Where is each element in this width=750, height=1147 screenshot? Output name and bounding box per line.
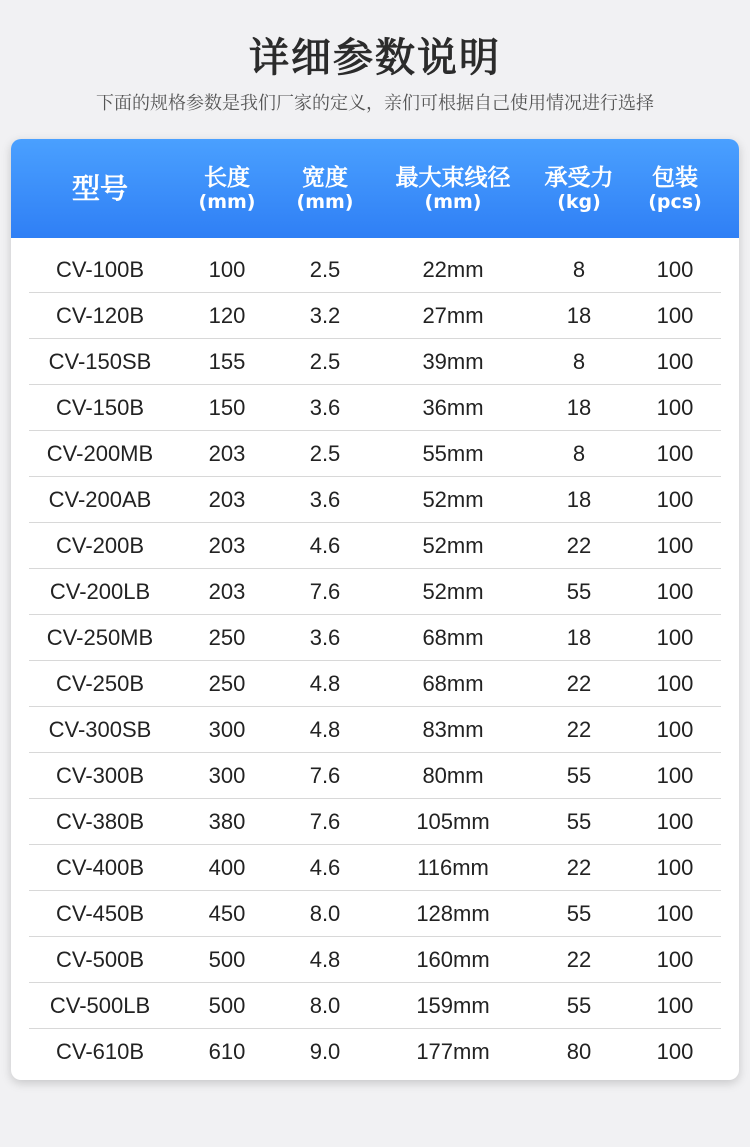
cell-tensile-strength: 55 xyxy=(566,901,592,926)
cell-model: CV-380B xyxy=(55,809,145,834)
cell-package: 100 xyxy=(656,349,694,374)
table-row xyxy=(11,569,739,615)
cell-package: 100 xyxy=(656,1039,694,1064)
cell-width: 4.6 xyxy=(309,855,341,880)
cell-package: 100 xyxy=(656,441,694,466)
table-row xyxy=(11,799,739,845)
table-row xyxy=(11,247,739,293)
cell-tensile-strength: 80 xyxy=(566,1039,592,1064)
cell-max-bundle-diameter: 160mm xyxy=(416,947,490,972)
cell-length: 203 xyxy=(208,441,246,466)
cell-model: CV-500LB xyxy=(49,993,151,1018)
header-max-bundle-diameter-unit: (mm) xyxy=(424,190,482,213)
cell-length: 120 xyxy=(208,303,246,328)
table-row xyxy=(11,753,739,799)
cell-package: 100 xyxy=(656,257,694,282)
cell-model: CV-250B xyxy=(55,671,145,696)
table-row xyxy=(11,845,739,891)
table-row xyxy=(11,661,739,707)
cell-max-bundle-diameter: 80mm xyxy=(422,763,484,788)
cell-tensile-strength: 22 xyxy=(566,671,592,696)
cell-tensile-strength: 8 xyxy=(572,441,586,466)
cell-tensile-strength: 22 xyxy=(566,855,592,880)
cell-max-bundle-diameter: 27mm xyxy=(422,303,484,328)
cell-package: 100 xyxy=(656,901,694,926)
cell-model: CV-400B xyxy=(55,855,145,880)
cell-tensile-strength: 55 xyxy=(566,993,592,1018)
table-row xyxy=(11,339,739,385)
table-row xyxy=(11,477,739,523)
cell-width: 9.0 xyxy=(309,1039,341,1064)
table-row xyxy=(11,615,739,661)
cell-length: 450 xyxy=(208,901,246,926)
cell-model: CV-200MB xyxy=(46,441,154,466)
table-row xyxy=(11,1029,739,1075)
cell-max-bundle-diameter: 128mm xyxy=(416,901,490,926)
cell-tensile-strength: 55 xyxy=(566,809,592,834)
header-length-unit: (mm) xyxy=(198,190,256,213)
cell-model: CV-450B xyxy=(55,901,145,926)
cell-width: 3.6 xyxy=(309,395,341,420)
cell-width: 2.5 xyxy=(309,257,341,282)
table-row xyxy=(11,523,739,569)
cell-model: CV-150B xyxy=(55,395,145,420)
cell-tensile-strength: 18 xyxy=(566,395,592,420)
cell-package: 100 xyxy=(656,579,694,604)
cell-width: 3.6 xyxy=(309,487,341,512)
cell-package: 100 xyxy=(656,671,694,696)
cell-package: 100 xyxy=(656,533,694,558)
cell-package: 100 xyxy=(656,855,694,880)
table-row xyxy=(11,891,739,937)
cell-length: 300 xyxy=(208,763,246,788)
cell-tensile-strength: 8 xyxy=(572,349,586,374)
cell-length: 610 xyxy=(208,1039,246,1064)
cell-model: CV-200AB xyxy=(48,487,152,512)
spec-table-card xyxy=(11,139,739,1080)
cell-length: 400 xyxy=(208,855,246,880)
cell-length: 500 xyxy=(208,993,246,1018)
cell-length: 500 xyxy=(208,947,246,972)
cell-model: CV-300B xyxy=(55,763,145,788)
cell-max-bundle-diameter: 22mm xyxy=(422,257,484,282)
cell-max-bundle-diameter: 68mm xyxy=(422,671,484,696)
cell-package: 100 xyxy=(656,717,694,742)
cell-package: 100 xyxy=(656,809,694,834)
cell-package: 100 xyxy=(656,625,694,650)
cell-model: CV-200LB xyxy=(49,579,151,604)
cell-width: 3.6 xyxy=(309,625,341,650)
cell-model: CV-200B xyxy=(55,533,145,558)
table-row xyxy=(11,431,739,477)
cell-tensile-strength: 18 xyxy=(566,487,592,512)
cell-width: 8.0 xyxy=(309,901,341,926)
cell-model: CV-150SB xyxy=(48,349,152,374)
cell-tensile-strength: 22 xyxy=(566,717,592,742)
cell-width: 8.0 xyxy=(309,993,341,1018)
header-width-unit: (mm) xyxy=(296,190,354,213)
cell-width: 4.6 xyxy=(309,533,341,558)
cell-tensile-strength: 55 xyxy=(566,579,592,604)
cell-width: 7.6 xyxy=(309,763,341,788)
cell-model: CV-120B xyxy=(55,303,145,328)
cell-package: 100 xyxy=(656,763,694,788)
cell-model: CV-610B xyxy=(55,1039,145,1064)
cell-max-bundle-diameter: 52mm xyxy=(422,533,484,558)
cell-length: 203 xyxy=(208,579,246,604)
cell-max-bundle-diameter: 105mm xyxy=(416,809,490,834)
cell-max-bundle-diameter: 55mm xyxy=(422,441,484,466)
cell-max-bundle-diameter: 83mm xyxy=(422,717,484,742)
cell-package: 100 xyxy=(656,395,694,420)
cell-tensile-strength: 55 xyxy=(566,763,592,788)
header-max-bundle-diameter xyxy=(375,139,531,238)
table-row xyxy=(11,937,739,983)
table-body xyxy=(11,247,739,1075)
header-package-unit: (pcs) xyxy=(648,190,702,213)
cell-max-bundle-diameter: 39mm xyxy=(422,349,484,374)
cell-tensile-strength: 18 xyxy=(566,625,592,650)
cell-tensile-strength: 8 xyxy=(572,257,586,282)
header-model-label: 型号 xyxy=(71,171,128,205)
table-row xyxy=(11,385,739,431)
cell-length: 150 xyxy=(208,395,246,420)
cell-width: 7.6 xyxy=(309,579,341,604)
cell-max-bundle-diameter: 36mm xyxy=(422,395,484,420)
header-model xyxy=(11,139,189,238)
header-width xyxy=(275,139,375,238)
header-length-label: 长度 xyxy=(204,164,250,191)
cell-model: CV-300SB xyxy=(48,717,152,742)
cell-max-bundle-diameter: 177mm xyxy=(416,1039,490,1064)
cell-width: 4.8 xyxy=(309,671,341,696)
cell-model: CV-500B xyxy=(55,947,145,972)
cell-length: 250 xyxy=(208,625,246,650)
cell-length: 155 xyxy=(208,349,246,374)
cell-length: 250 xyxy=(208,671,246,696)
cell-tensile-strength: 22 xyxy=(566,947,592,972)
table-row xyxy=(11,983,739,1029)
cell-width: 2.5 xyxy=(309,441,341,466)
cell-length: 203 xyxy=(208,533,246,558)
cell-model: CV-250MB xyxy=(46,625,154,650)
cell-tensile-strength: 22 xyxy=(566,533,592,558)
cell-length: 100 xyxy=(208,257,246,282)
table-header xyxy=(11,139,739,238)
cell-model: CV-100B xyxy=(55,257,145,282)
cell-max-bundle-diameter: 68mm xyxy=(422,625,484,650)
table-row xyxy=(11,707,739,753)
header-length xyxy=(179,139,275,238)
cell-package: 100 xyxy=(656,993,694,1018)
header-width-label: 宽度 xyxy=(302,164,348,191)
cell-width: 3.2 xyxy=(309,303,341,328)
page-title: 详细参数说明 xyxy=(249,35,501,81)
cell-width: 2.5 xyxy=(309,349,341,374)
cell-max-bundle-diameter: 52mm xyxy=(422,579,484,604)
cell-width: 4.8 xyxy=(309,947,341,972)
header-max-bundle-diameter-label: 最大束线径 xyxy=(395,164,511,191)
cell-tensile-strength: 18 xyxy=(566,303,592,328)
cell-max-bundle-diameter: 52mm xyxy=(422,487,484,512)
header-package xyxy=(627,139,723,238)
cell-length: 300 xyxy=(208,717,246,742)
header-tensile-strength-unit: (kg) xyxy=(557,190,601,213)
cell-max-bundle-diameter: 159mm xyxy=(416,993,490,1018)
cell-package: 100 xyxy=(656,487,694,512)
cell-length: 203 xyxy=(208,487,246,512)
cell-package: 100 xyxy=(656,303,694,328)
page-subtitle: 下面的规格参数是我们厂家的定义，亲们可根据自己使用情况进行选择 xyxy=(96,93,654,114)
header-package-label: 包装 xyxy=(652,164,698,191)
cell-width: 4.8 xyxy=(309,717,341,742)
header-tensile-strength xyxy=(531,139,627,238)
table-row xyxy=(11,293,739,339)
cell-max-bundle-diameter: 116mm xyxy=(417,855,489,880)
cell-width: 7.6 xyxy=(309,809,341,834)
header-tensile-strength-label: 承受力 xyxy=(544,164,614,191)
cell-length: 380 xyxy=(208,809,246,834)
cell-package: 100 xyxy=(656,947,694,972)
